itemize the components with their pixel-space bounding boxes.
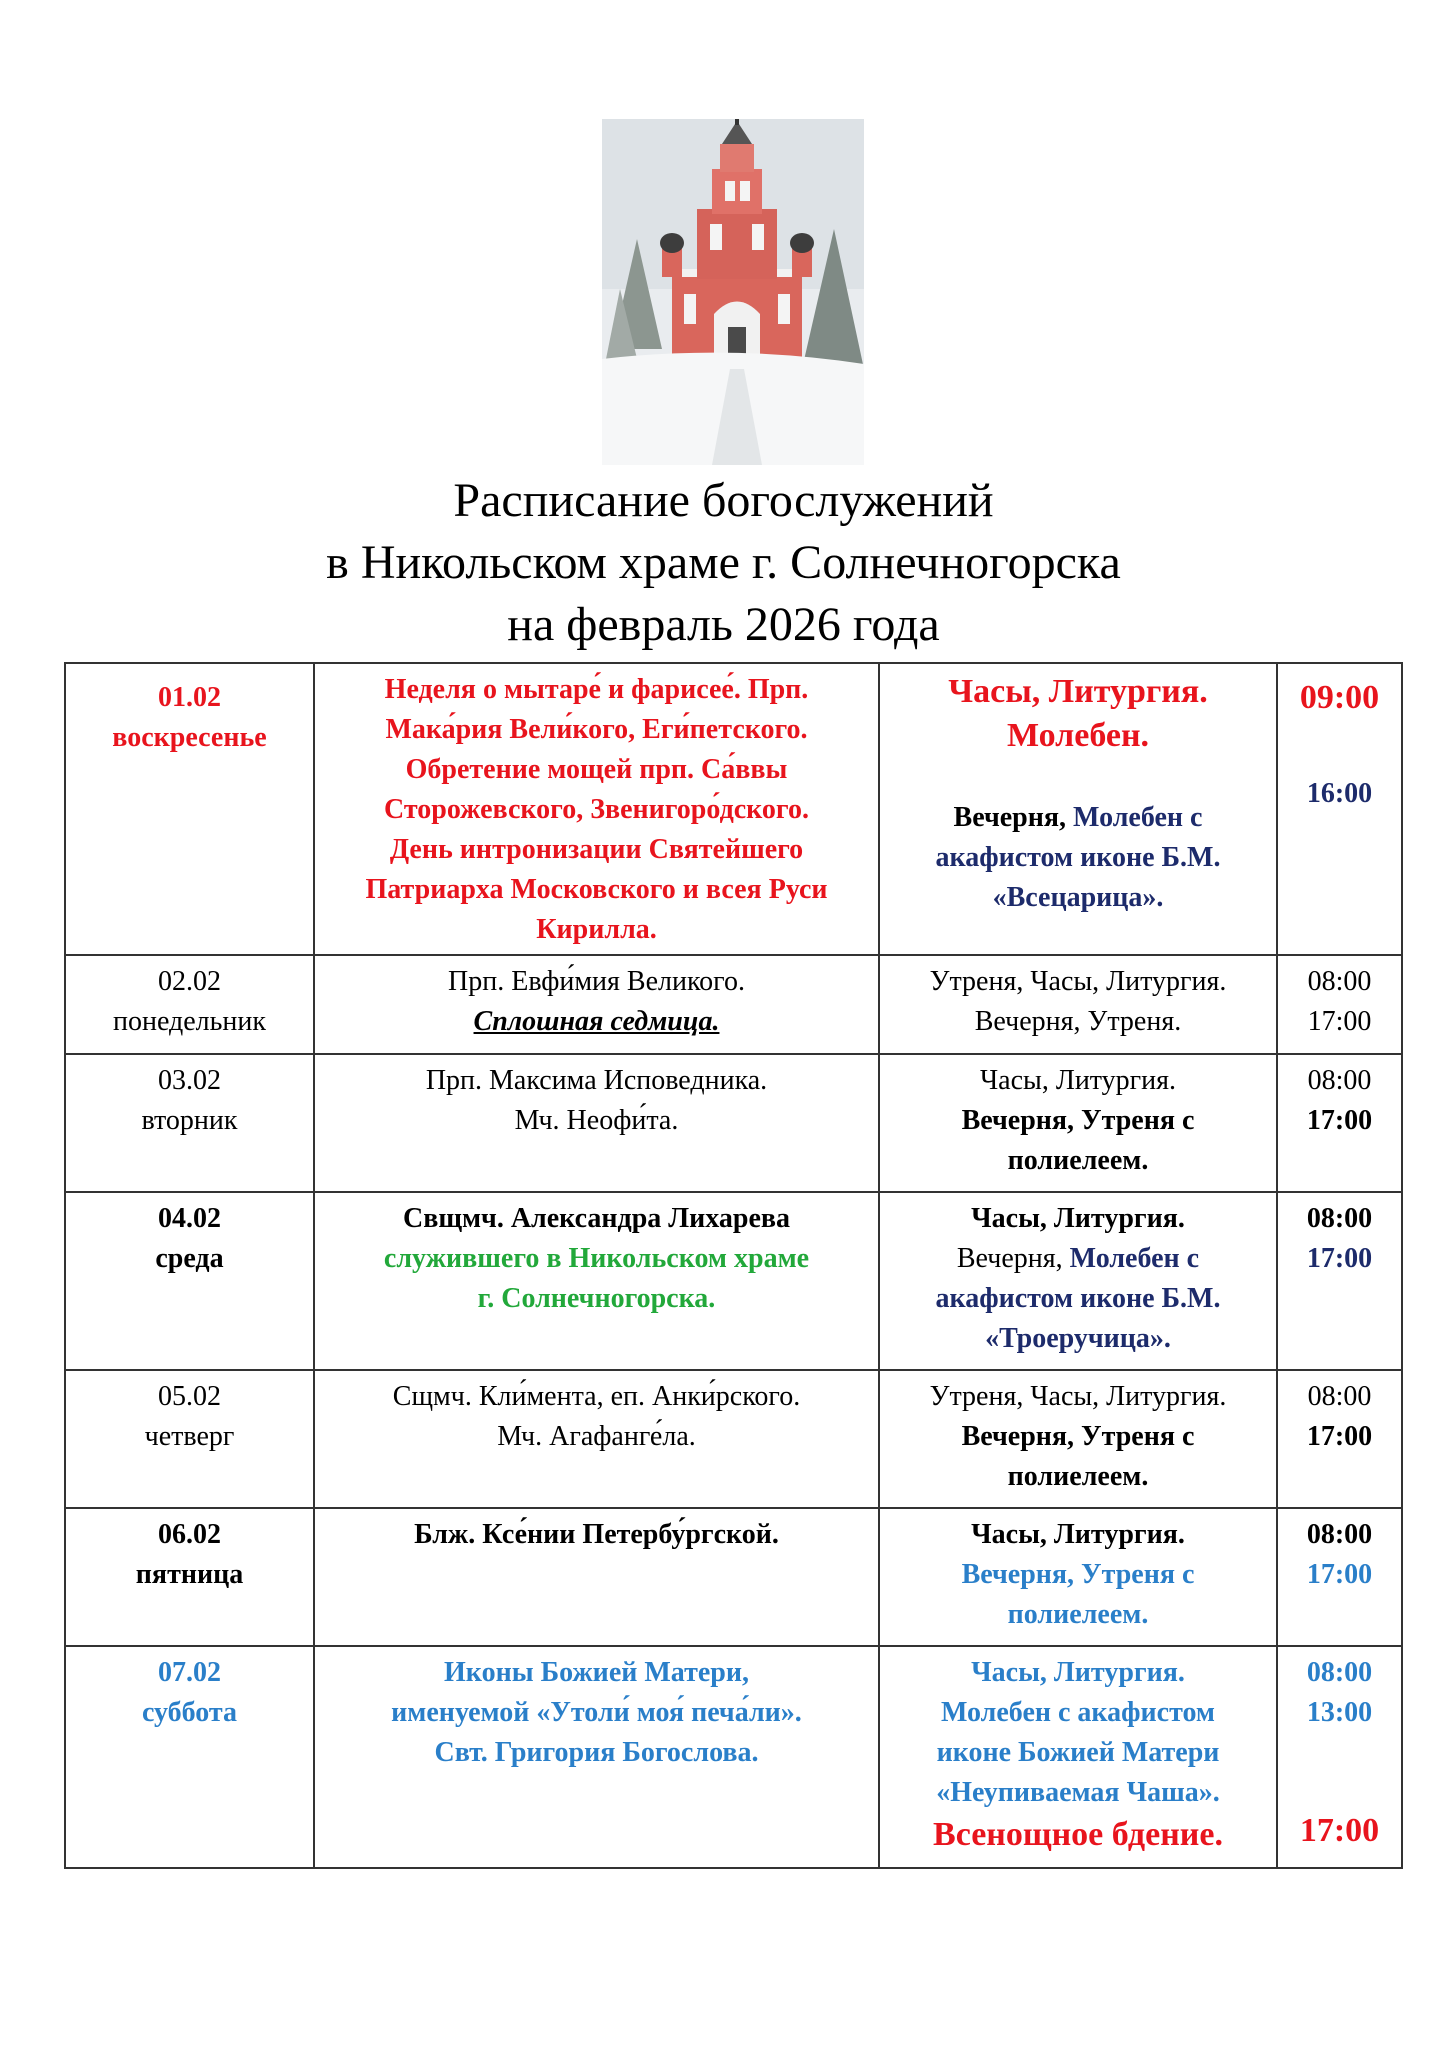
time: 17:00: [1306, 1559, 1373, 1590]
services-cell: [879, 663, 1277, 955]
saints-line: Сторожевского, Звенигоро́дского.: [384, 794, 809, 825]
service-line: Вечерня, Утреня.: [974, 1006, 1182, 1037]
service-line: акафистом иконе Б.М.: [935, 1283, 1221, 1314]
time: 08:00: [1306, 1519, 1373, 1550]
date-cell: [65, 1054, 314, 1192]
weekday: суббота: [141, 1697, 238, 1728]
saints-line: Мч. Агафанге́ла.: [497, 1421, 696, 1452]
saints-line: День интронизации Святейшего: [389, 834, 804, 865]
table-row: [65, 663, 1402, 955]
service-line: полиелеем.: [1007, 1599, 1149, 1630]
title-line-3: на февраль 2026 года: [507, 598, 940, 651]
service-line: Утреня, Часы, Литургия.: [929, 966, 1227, 997]
time: 08:00: [1307, 1065, 1372, 1096]
services-cell: [879, 1646, 1277, 1868]
service-line: полиелеем.: [1007, 1145, 1149, 1176]
service-line: Молебен.: [1006, 717, 1150, 754]
time: 08:00: [1306, 1657, 1373, 1688]
service-line: Часы, Литургия.: [971, 1203, 1185, 1234]
saints-line: Мч. Неофи́та.: [514, 1105, 679, 1136]
times-cell: [1277, 663, 1402, 955]
service-line: Молебен с: [1073, 802, 1203, 833]
saints-line: Прп. Евфи́мия Великого.: [448, 966, 745, 997]
saints-line: Блж. Ксе́нии Петербу́ргской.: [414, 1519, 779, 1550]
saints-line: Сщмч. Кли́мента, еп. Анки́рского.: [392, 1381, 801, 1412]
saints-line: Свт. Григория Богослова.: [434, 1737, 759, 1768]
service-line: полиелеем.: [1007, 1461, 1149, 1492]
saints-line: Сплошная седмица.: [473, 1006, 720, 1037]
time: 09:00: [1299, 679, 1380, 716]
table-row: [65, 1370, 1402, 1508]
saints-line: г. Солнечногорска.: [477, 1283, 716, 1314]
times-cell: [1277, 1370, 1402, 1508]
table-row: [65, 955, 1402, 1054]
date: 02.02: [158, 966, 221, 997]
table-row: [65, 1054, 1402, 1192]
services-cell: [879, 1192, 1277, 1370]
date: 07.02: [158, 1657, 221, 1688]
date: 01.02: [158, 682, 221, 713]
table-row: [65, 1508, 1402, 1646]
title-line-2: в Никольском храме г. Солнечногорска: [326, 536, 1121, 589]
saints-cell: [314, 1192, 879, 1370]
saints-cell: [314, 1646, 879, 1868]
saints-line: Иконы Божией Матери,: [444, 1657, 749, 1688]
time: 17:00: [1307, 1006, 1372, 1037]
saints-line: Обретение мощей прп. Са́ввы: [405, 754, 788, 785]
weekday: вторник: [141, 1105, 238, 1136]
service-line: Молебен с акафистом: [940, 1697, 1215, 1728]
times-cell: [1277, 1508, 1402, 1646]
date-cell: [65, 955, 314, 1054]
saints-line: служившего в Никольском храме: [383, 1243, 810, 1274]
date-cell: [65, 663, 314, 955]
service-line: Утреня, Часы, Литургия.: [929, 1381, 1227, 1412]
service-line: Часы, Литургия.: [971, 1519, 1185, 1550]
service-line: Молебен с: [1069, 1243, 1200, 1274]
service-line: иконе Божией Матери: [936, 1737, 1220, 1768]
time: 13:00: [1306, 1697, 1373, 1728]
service-line: Всенощное бдение.: [933, 1816, 1223, 1853]
service-line: Вечерня,: [956, 1243, 1063, 1274]
table-row: [65, 1646, 1402, 1868]
service-line: Часы, Литургия.: [948, 673, 1208, 710]
service-line: акафистом иконе Б.М.: [935, 842, 1221, 873]
saints-line: Прп. Максима Исповедника.: [425, 1065, 768, 1096]
weekday: воскресенье: [112, 722, 267, 753]
services-cell: [879, 1370, 1277, 1508]
service-line: Вечерня, Утреня с: [961, 1105, 1195, 1136]
date-cell: [65, 1508, 314, 1646]
saints-line: Кирилла.: [536, 914, 657, 945]
date: 04.02: [158, 1203, 221, 1234]
service-line: Вечерня, Утреня с: [961, 1421, 1195, 1452]
weekday: пятница: [135, 1559, 244, 1590]
date: 03.02: [158, 1065, 221, 1096]
title-line-1: Расписание богослужений: [453, 474, 994, 527]
weekday: четверг: [144, 1421, 235, 1452]
saints-line: Патриарха Московского и всея Руси: [365, 874, 828, 905]
date: 05.02: [158, 1381, 221, 1412]
service-line: Часы, Литургия.: [979, 1065, 1177, 1096]
time: 08:00: [1307, 1381, 1372, 1412]
time: 16:00: [1306, 778, 1373, 809]
times-cell: [1277, 1646, 1402, 1868]
services-cell: [879, 1054, 1277, 1192]
saints-cell: [314, 1054, 879, 1192]
time: 17:00: [1306, 1421, 1373, 1452]
time: 08:00: [1307, 966, 1372, 997]
date-cell: [65, 1646, 314, 1868]
saints-cell: [314, 1370, 879, 1508]
service-line: «Троеручица».: [985, 1323, 1171, 1354]
services-cell: [879, 955, 1277, 1054]
services-cell: [879, 1508, 1277, 1646]
times-cell: [1277, 955, 1402, 1054]
service-line: Вечерня, Утреня с: [961, 1559, 1195, 1590]
times-cell: [1277, 1192, 1402, 1370]
time: 17:00: [1299, 1812, 1380, 1849]
time: 17:00: [1306, 1243, 1373, 1274]
weekday: понедельник: [112, 1006, 266, 1037]
service-line: «Неупиваемая Чаша».: [936, 1777, 1220, 1808]
saints-cell: [314, 955, 879, 1054]
saints-line: Мака́рия Вели́кого, Еги́петского.: [385, 714, 808, 745]
service-line: «Всецарица».: [992, 882, 1164, 913]
times-cell: [1277, 1054, 1402, 1192]
saints-line: Неделя о мытаре́ и фарисее́. Прп.: [384, 674, 809, 705]
saints-cell: [314, 1508, 879, 1646]
time: 08:00: [1306, 1203, 1373, 1234]
date-cell: [65, 1370, 314, 1508]
date: 06.02: [158, 1519, 221, 1550]
time: 17:00: [1306, 1105, 1373, 1136]
saints-line: именуемой «Утоли́ моя́ печа́ли».: [391, 1697, 802, 1728]
table-row: [65, 1192, 1402, 1370]
saints-line: Свщмч. Александра Лихарева: [402, 1203, 791, 1234]
church-photo: [602, 119, 864, 465]
date-cell: [65, 1192, 314, 1370]
schedule-table: [64, 662, 1403, 1869]
service-line: Часы, Литургия.: [971, 1657, 1185, 1688]
weekday: среда: [155, 1243, 224, 1274]
saints-cell: [314, 663, 879, 955]
service-line: Вечерня,: [953, 802, 1067, 833]
